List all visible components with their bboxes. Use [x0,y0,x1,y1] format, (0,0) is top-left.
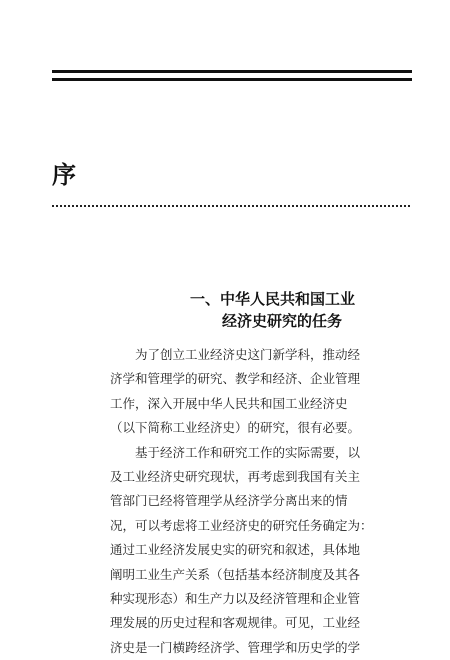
section-heading-line-1: 一、中华人民共和国工业 [190,290,356,308]
body-line: 济史是一门横跨经济学、管理学和历史学的学 [110,639,361,655]
dotted-divider [52,205,410,207]
body-line: （以下简称工业经济史）的研究，很有必要。 [110,420,361,436]
body-line: 及工业经济史研究现状，再考虑到我国有关主 [110,469,361,485]
body-text [110,343,410,660]
body-line: 济学和管理学的研究、教学和经济、企业管理 [110,371,361,387]
top-double-rule [52,70,412,81]
chapter-title: 序 [52,161,76,189]
section-heading-line-2: 经济史研究的任务 [222,312,343,330]
body-line: 工作，深入开展中华人民共和国工业经济史 [110,395,348,411]
body-line: 理发展的历史过程和客观规律。可见，工业经 [110,615,361,631]
body-line: 况，可以考虑将工业经济史的研究任务确定为： [110,517,373,533]
body-line: 管部门已经将管理学从经济学分离出来的情 [110,493,348,509]
body-line: 为了创立工业经济史这门新学科，推动经 [135,347,361,362]
body-line: 基于经济工作和研究工作的实际需要，以 [135,444,361,460]
body-line: 通过工业经济发展史实的研究和叙述，具体地 [110,542,361,558]
body-line: 种实现形态）和生产力以及经济管理和企业管 [110,591,361,607]
body-line: 阐明工业生产关系（包括基本经济制度及其各 [110,566,361,582]
